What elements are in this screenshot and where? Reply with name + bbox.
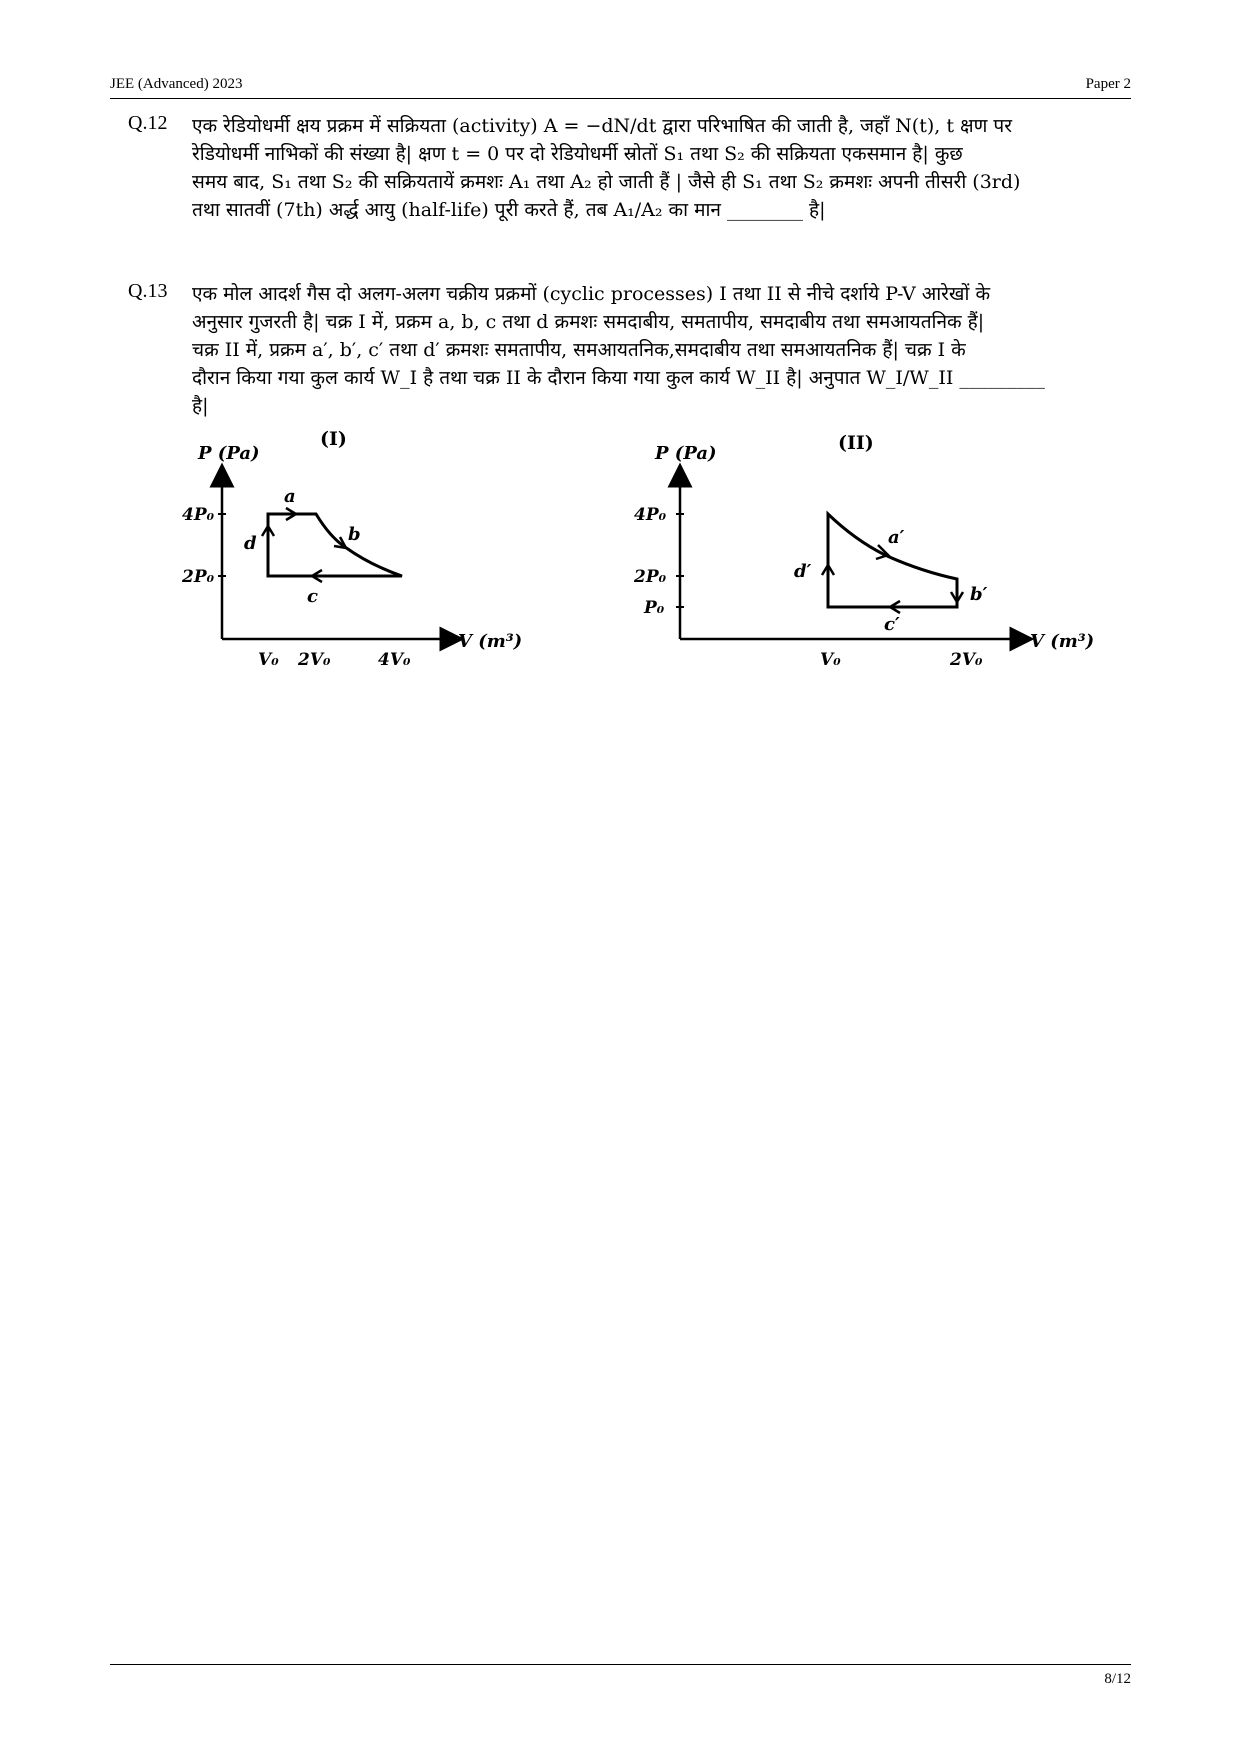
process-label-b-prime: b′ bbox=[970, 584, 988, 605]
x-axis-label: V (m³) bbox=[1030, 631, 1095, 652]
process-label-d-prime: d′ bbox=[794, 561, 812, 582]
q12-line-2: रेडियोधर्मी नाभिकों की संख्या है| क्षण t = 0 पर दो रेडियोधर्मी स्रोतों S₁ तथा S₂ की सक्रियता एकसमान है| कुछ bbox=[192, 143, 963, 165]
question-number: Q.13 bbox=[128, 280, 168, 302]
x-tick-4v0: 4V₀ bbox=[378, 650, 411, 670]
figure-title: (II) bbox=[838, 432, 874, 454]
process-label-a: a bbox=[284, 486, 296, 507]
x-tick-v0: V₀ bbox=[258, 650, 279, 670]
q12-line-3: समय बाद, S₁ तथा S₂ की सक्रियतायें क्रमशः A₁ तथा A₂ हो जाती हैं | जैसे ही S₁ तथा S₂ क्रमशः अपनी तीसरी (3rd) bbox=[192, 171, 1021, 193]
y-tick-2p0: 2P₀ bbox=[182, 567, 215, 587]
exam-title: JEE (Advanced) 2023 bbox=[110, 76, 243, 92]
q13-line-2: अनुसार गुजरती है| चक्र I में, प्रक्रम a, b, c तथा d क्रमशः समदाबीय, समतापीय, समदाबीय तथा समआयतनिक हैं| bbox=[192, 311, 985, 333]
question-text bbox=[192, 112, 1122, 224]
y-tick-p0: P₀ bbox=[644, 598, 665, 618]
question-text bbox=[192, 280, 1122, 420]
process-label-d: d bbox=[244, 533, 257, 554]
x-tick-2v0: 2V₀ bbox=[950, 650, 983, 670]
process-label-a-prime: a′ bbox=[888, 527, 905, 548]
process-label-c: c bbox=[307, 586, 318, 607]
q13-line-3: चक्र II में, प्रक्रम a′, b′, c′ तथा d′ क्रमशः समतापीय, समआयतनिक,समदाबीय तथा समआयतनिक हैं| चक्र I के bbox=[192, 339, 966, 361]
y-tick-4p0: 4P₀ bbox=[182, 505, 215, 525]
y-tick-2p0: 2P₀ bbox=[634, 567, 667, 587]
q12-line-1: एक रेडियोधर्मी क्षय प्रक्रम में सक्रियता (activity) A = −dN/dt द्वारा परिभाषित की जाती है, जहाँ N(t), t क्षण पर bbox=[192, 115, 1012, 137]
q13-line-5: है| bbox=[192, 395, 209, 417]
figure-title: (I) bbox=[320, 428, 347, 450]
q13-line-4: दौरान किया गया कुल कार्य W_I है तथा चक्र II के दौरान किया गया कुल कार्य W_II है| अनुपात W_I/W_II _________ bbox=[192, 367, 1045, 389]
question-number: Q.12 bbox=[128, 112, 168, 134]
process-label-c-prime: c′ bbox=[884, 614, 900, 635]
y-axis-label: P (Pa) bbox=[655, 443, 717, 464]
pv-diagram-cycle-1 bbox=[180, 425, 540, 680]
x-axis-label: V (m³) bbox=[458, 631, 523, 652]
x-tick-2v0: 2V₀ bbox=[298, 650, 331, 670]
y-axis-label: P (Pa) bbox=[198, 443, 260, 464]
q13-line-1: एक मोल आदर्श गैस दो अलग-अलग चक्रीय प्रक्रमों (cyclic processes) I तथा II से नीचे दर्शाये P-V आरेखों के bbox=[192, 283, 991, 305]
paper-label: Paper 2 bbox=[1085, 76, 1131, 92]
page-header bbox=[110, 74, 1131, 99]
page-number: 8/12 bbox=[1104, 1671, 1131, 1687]
x-tick-v0: V₀ bbox=[820, 650, 841, 670]
page-footer bbox=[110, 1664, 1131, 1687]
process-label-b: b bbox=[348, 524, 361, 545]
pv-diagram-cycle-2 bbox=[620, 425, 1120, 680]
y-tick-4p0: 4P₀ bbox=[634, 505, 667, 525]
q12-line-4: तथा सातवीं (7th) अर्द्ध आयु (half-life) पूरी करते हैं, तब A₁/A₂ का मान ________ है| bbox=[192, 199, 826, 221]
